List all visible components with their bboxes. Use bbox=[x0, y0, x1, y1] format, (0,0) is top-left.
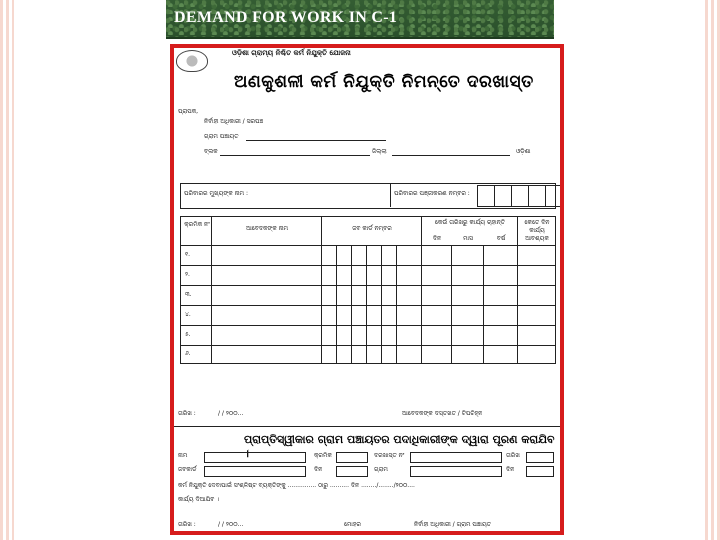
receipt-day-box bbox=[336, 466, 368, 477]
section-divider bbox=[174, 426, 560, 427]
slide-title: DEMAND FOR WORK IN C-1 bbox=[174, 9, 398, 26]
header-day: ଦିନ bbox=[432, 235, 442, 242]
date-placeholder: / / ୨୦୦... bbox=[218, 410, 244, 417]
header-work-from-date: କେଉଁ ତାରିଖରୁ କାର୍ଯ୍ୟ ଚାହାନ୍ତି bbox=[434, 219, 506, 226]
row-number: ୨. bbox=[185, 271, 190, 278]
scheme-name: ଓଡ଼ିଶା ଗ୍ରାମ୍ୟ ନିଶ୍ଚିତ କର୍ମ ନିଯୁକ୍ତି ଯୋଜନା bbox=[232, 49, 351, 57]
digit-col-divider bbox=[351, 245, 352, 363]
header-days-required: କେତେ ଦିନ କାର୍ଯ୍ୟ ଆବଶ୍ୟକ bbox=[524, 219, 550, 242]
digit-col-divider bbox=[366, 245, 367, 363]
receipt-day-label: ଦିନ bbox=[314, 466, 323, 473]
receipt-village-box bbox=[410, 466, 502, 477]
digit-col-divider bbox=[381, 245, 382, 363]
district-line bbox=[392, 155, 510, 156]
allocation-line: କର୍ମ ନିଯୁକ୍ତି ଦେବାପାଇଁ ସଂଶ୍ଳିଷ୍ଟ ବ୍ୟକ୍ତିଙ୍କୁ ............... ଠାରୁ .......... ଦିନ ......../......../୨୦୦.... bbox=[178, 482, 415, 489]
registration-no-label: ପରିବାରର ପଞ୍ଜୀକରଣ ନମ୍ବର : bbox=[394, 190, 470, 197]
left-decorative-border bbox=[0, 0, 14, 540]
table-col-divider bbox=[517, 217, 518, 363]
table-col-divider bbox=[321, 217, 322, 363]
receipt-days-label: ଦିନ bbox=[506, 466, 515, 473]
row-number: ୬. bbox=[185, 350, 191, 357]
state-label: ଓଡ଼ିଶା bbox=[516, 148, 531, 155]
header-job-card-no: ଜବ କାର୍ଡ ନମ୍ବର bbox=[352, 225, 392, 232]
row-number: ୫. bbox=[185, 331, 191, 338]
digit-col-divider bbox=[336, 245, 337, 363]
digit-box bbox=[545, 185, 563, 207]
row-number: ୪. bbox=[185, 311, 191, 318]
block-line bbox=[220, 155, 370, 156]
addressee-office: ନିର୍ବାହୀ ଅଧିକାରୀ / ସରପଞ୍ଚ bbox=[204, 118, 264, 125]
table-row-divider bbox=[181, 265, 555, 266]
digit-col-divider bbox=[396, 245, 397, 363]
receipt-jobcard-label: ଜବକାର୍ଡ bbox=[178, 466, 197, 473]
footer-date-label: ତାରିଖ : bbox=[178, 521, 196, 528]
table-col-divider bbox=[211, 217, 212, 363]
table-row-divider bbox=[181, 345, 555, 346]
date-label: ତାରିଖ : bbox=[178, 410, 196, 417]
receipt-serial-label: କ୍ରମିକ bbox=[314, 452, 332, 459]
table-row-divider bbox=[181, 325, 555, 326]
registration-no-boxes bbox=[478, 185, 563, 207]
work-allotted-note: କାର୍ଯ୍ୟ ଦିଆଯିବ । bbox=[178, 496, 219, 503]
table-col-divider bbox=[421, 217, 422, 363]
receipt-days-box bbox=[526, 466, 554, 477]
date-col-divider bbox=[483, 245, 484, 363]
title-banner bbox=[166, 0, 554, 39]
form-title: ଅଣକୁଶଳୀ କର୍ମ ନିଯୁକ୍ତି ନିମନ୍ତେ ଦରଖାସ୍ତ bbox=[234, 72, 534, 92]
footer-date-placeholder: / / ୨୦୦... bbox=[218, 521, 244, 528]
row-number: ୩. bbox=[185, 291, 192, 298]
table-header-divider bbox=[181, 245, 555, 246]
application-form-image bbox=[170, 44, 564, 535]
receipt-name-label: ନାମ bbox=[178, 452, 188, 459]
footer-seal-label: ମୋହର bbox=[344, 521, 361, 528]
header-year: ବର୍ଷ bbox=[496, 235, 506, 242]
table-row-divider bbox=[181, 285, 555, 286]
gram-panchayat-label: ଗ୍ରାମ ପଞ୍ଚାୟତ bbox=[204, 133, 239, 140]
row-number: ୧. bbox=[185, 251, 191, 258]
district-label: ଜିଲ୍ଲା bbox=[372, 148, 387, 155]
header-serial: କ୍ରମିକ ନଂ bbox=[184, 221, 210, 228]
receipt-heading: ପ୍ରାପ୍ତିସ୍ୱୀକାର ଗ୍ରାମ ପଞ୍ଚାୟତର ପଦାଧିକାରୀଙ୍କ ଦ୍ୱାରା ପୂରଣ କରାଯିବ । bbox=[244, 433, 555, 460]
digit-box bbox=[511, 185, 529, 207]
addressee-label: ପ୍ରାପକ, bbox=[178, 108, 199, 115]
applicant-signature-note: ଆବେଦକଙ୍କ ଦସ୍ତଖତ / ଟିପଚିହ୍ନ bbox=[402, 410, 483, 417]
receipt-no-box bbox=[410, 452, 502, 463]
family-box-divider bbox=[390, 183, 391, 207]
gram-panchayat-line bbox=[246, 140, 386, 141]
digit-box bbox=[528, 185, 546, 207]
government-seal-logo bbox=[176, 50, 208, 72]
right-decorative-border bbox=[702, 0, 720, 540]
header-applicant-name: ଆବେଦକଙ୍କ ନାମ bbox=[245, 225, 289, 232]
receipt-name-box bbox=[204, 452, 306, 463]
receipt-serial-box bbox=[336, 452, 368, 463]
receipt-village-label: ଗ୍ରାମ bbox=[374, 466, 388, 473]
receipt-no-label: ଦରଖାସ୍ତ ନଂ bbox=[374, 452, 405, 459]
receipt-date-box bbox=[526, 452, 554, 463]
date-col-divider bbox=[451, 245, 452, 363]
digit-box bbox=[477, 185, 495, 207]
receipt-jobcard-box bbox=[204, 466, 306, 477]
applicants-table bbox=[180, 216, 556, 364]
receipt-date-label: ତାରିଖ bbox=[506, 452, 520, 459]
digit-box bbox=[494, 185, 512, 207]
footer-signature-label: ନିର୍ବାହୀ ଅଧିକାରୀ / ଗ୍ରାମ ପଞ୍ଚାୟତ bbox=[414, 521, 492, 528]
header-month: ମାସ bbox=[463, 235, 473, 242]
family-head-label: ପରିବାରର ମୁଖ୍ୟଙ୍କ ନାମ : bbox=[184, 190, 248, 197]
table-row-divider bbox=[181, 305, 555, 306]
block-label: ବ୍ଲକ bbox=[204, 148, 218, 155]
